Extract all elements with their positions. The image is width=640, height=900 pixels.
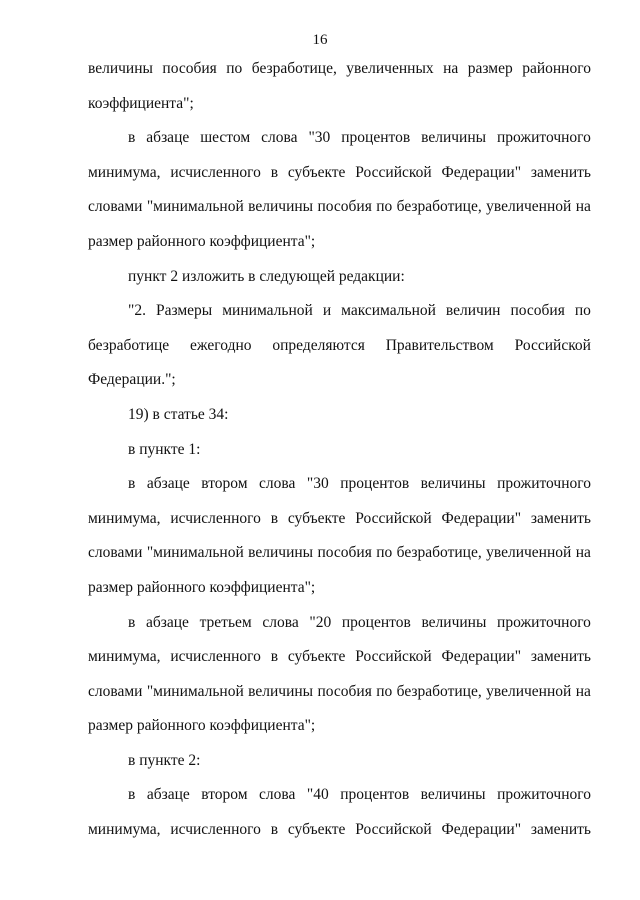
word: по [376,682,393,700]
word: Российской [355,163,432,181]
word: прожиточного [497,475,591,493]
word: по [226,60,243,77]
text-line [88,121,591,156]
word: на [575,544,591,562]
paragraph [88,121,591,259]
word: субъекте [287,509,346,527]
word: в [270,509,279,527]
word: величины [420,475,486,493]
word: безработице, [251,60,337,77]
word: слова [259,786,296,804]
text-line [88,329,591,364]
word: втором [201,475,248,493]
page-number: 16 [312,32,328,48]
word: и [322,302,332,320]
word: шестом [200,129,251,147]
word: безработице [88,336,170,354]
word: прожиточного [497,786,591,804]
word: заменить [530,821,591,839]
word: "30 [306,475,329,493]
text-line [88,744,591,779]
paragraph [88,433,591,468]
word: в [128,129,136,147]
word: в [270,163,279,181]
word: по [574,302,591,320]
word: прожиточного [497,129,591,147]
word: 19) в статье 34: [128,405,229,423]
word: в [128,475,136,493]
text-line [88,536,591,571]
paragraph [88,778,591,847]
text-line [88,640,591,675]
word: Федерации" [441,163,522,181]
word: в [128,613,136,631]
word: исчисленного [170,648,261,666]
word: Федерации" [441,648,522,666]
word: в [270,648,279,666]
word: абзаце [145,613,189,631]
word: "30 [308,129,331,147]
word: в [270,821,279,839]
text-line [88,778,591,813]
text-line [88,502,591,537]
word: Федерации" [441,509,522,527]
word: на [575,198,591,216]
word: пособия [510,302,565,320]
text-line [88,260,591,295]
paragraph [88,294,591,398]
word: заменить [530,509,591,527]
word: минимальной [222,302,313,320]
paragraph [88,744,591,779]
word: заменить [530,163,591,181]
word: размер [467,60,513,77]
word: "минимальной [146,544,244,562]
text-line [88,675,591,710]
paragraph [88,260,591,295]
text-line [88,190,591,225]
word: словами [88,198,143,216]
word: ежегодно [190,336,252,354]
word: пособия [317,198,372,216]
word: "20 [309,613,332,631]
paragraph [88,52,591,121]
word: величины [421,613,487,631]
word: минимума, [88,648,161,666]
word: Правительством [385,336,494,354]
word: пункт 2 изложить в следующей редакции: [128,267,405,285]
word: на [575,682,591,700]
word: увеличенной [486,544,572,562]
word: процентов [340,786,410,804]
word: размер районного коэффициента"; [88,578,316,596]
word: абзаце [146,129,190,147]
text-line [88,398,591,433]
document-body [88,52,591,848]
word: максимальной [341,302,436,320]
word: увеличенной [486,198,572,216]
word: коэффициента"; [88,94,194,112]
word: процентов [341,129,411,147]
text-line [88,813,591,848]
word: величины [420,786,486,804]
word: величины [88,60,153,77]
text-line [88,52,591,87]
word: исчисленного [170,163,261,181]
word: минимума, [88,163,161,181]
word: "минимальной [146,682,244,700]
word: величины [248,544,314,562]
word: в пункте 2: [128,751,201,769]
word: в пункте 1: [128,440,201,458]
paragraph [88,467,591,605]
word: абзаце [146,786,190,804]
word: субъекте [287,821,346,839]
word: исчисленного [170,821,261,839]
word: абзаце [146,475,190,493]
text-line [88,571,591,606]
word: субъекте [287,163,346,181]
word: безработице, [396,682,482,700]
word: слова [261,129,298,147]
word: прожиточного [497,613,591,631]
word: определяются [272,336,365,354]
word: размер районного коэффициента"; [88,232,316,250]
word: Российской [355,648,432,666]
text-line [88,606,591,641]
word: районного [522,60,591,77]
word: субъекте [287,648,346,666]
word: пособия [317,682,372,700]
word: Российской [355,509,432,527]
word: Российской [514,336,591,354]
paragraph [88,398,591,433]
text-line [88,156,591,191]
word: "2. [128,302,146,320]
word: пособия [162,60,217,77]
text-line [88,433,591,468]
word: третьем [199,613,252,631]
word: размер районного коэффициента"; [88,717,316,735]
word: Федерации" [441,821,522,839]
word: процентов [341,613,411,631]
text-line [88,363,591,398]
paragraph [88,606,591,744]
word: слова [259,475,296,493]
word: величины [421,129,487,147]
word: Российской [355,821,432,839]
word: величины [248,682,314,700]
word: безработице, [396,544,482,562]
text-line [88,709,591,744]
word: величин [445,302,501,320]
word: безработице, [396,198,482,216]
text-line [88,294,591,329]
word: увеличенных [346,60,434,77]
word: "40 [306,786,329,804]
word: величины [248,198,314,216]
word: на [443,60,459,77]
word: увеличенной [486,682,572,700]
word: в [128,786,136,804]
word: процентов [340,475,410,493]
word: по [376,198,393,216]
text-line [88,467,591,502]
word: словами [88,544,143,562]
word: минимума, [88,821,161,839]
word: втором [201,786,248,804]
word: "минимальной [146,198,244,216]
word: слова [262,613,299,631]
text-line [88,225,591,260]
word: пособия [317,544,372,562]
word: словами [88,682,143,700]
word: Размеры [155,302,213,320]
word: исчисленного [170,509,261,527]
word: минимума, [88,509,161,527]
text-line [88,87,591,122]
word: Федерации."; [88,371,176,389]
word: по [376,544,393,562]
word: заменить [530,648,591,666]
